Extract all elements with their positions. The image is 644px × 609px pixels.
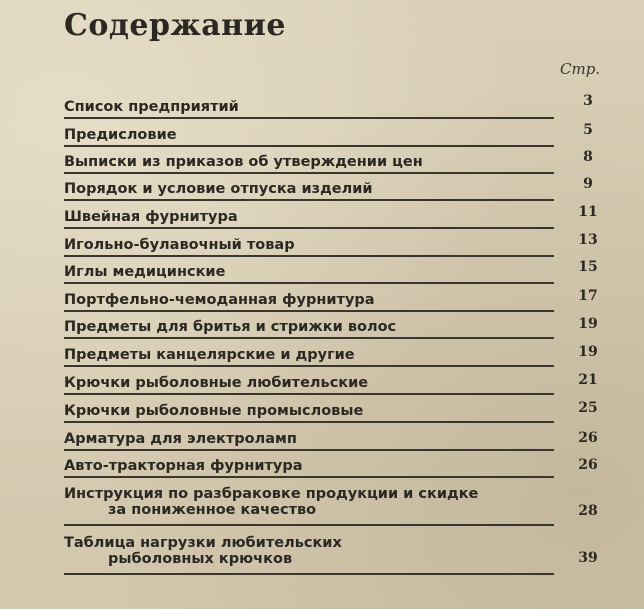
toc-entry-text: Список предприятий [64, 99, 239, 115]
toc-rule [64, 449, 554, 451]
toc-rule [64, 117, 554, 119]
toc-entry [64, 204, 604, 225]
toc-page-number: 19 [578, 344, 598, 360]
toc-entry [64, 316, 604, 335]
toc-rule [64, 476, 554, 478]
toc-entry [64, 458, 604, 474]
toc-page-number: 5 [583, 122, 593, 138]
toc-rule [64, 145, 554, 147]
toc-page-number: 19 [578, 316, 598, 332]
toc-entry [64, 122, 604, 143]
toc-rule [64, 365, 554, 367]
page-title: Содержание [64, 8, 286, 43]
toc-page-number: 17 [578, 288, 598, 304]
toc-rule [64, 310, 554, 312]
toc-rule [64, 524, 554, 526]
toc-page-number: 9 [583, 176, 593, 192]
toc-entry-text: Иглы медицинские [64, 264, 226, 280]
toc-entry-text: Арматура для электроламп [64, 431, 297, 447]
toc-rule [64, 282, 554, 284]
toc-rule [64, 199, 554, 201]
toc-entry-text: Игольно-булавочный товар [64, 237, 295, 253]
toc-entry [64, 400, 604, 419]
toc-entry-text: Предисловие [64, 127, 177, 143]
toc-entry-text-continuation: рыболовных крючков [108, 551, 293, 567]
toc-entry [64, 288, 604, 308]
toc-page-number: 26 [578, 457, 598, 473]
toc-rule [64, 255, 554, 257]
toc-entry-text: Инструкция по разбраковке продукции и скидке [64, 486, 479, 502]
toc-entry-text: Предметы для бритья и стрижки волос [64, 319, 397, 335]
toc-rule [64, 337, 554, 339]
toc-page-number: 21 [578, 372, 598, 388]
toc-entry [64, 535, 604, 567]
toc-entry-text: Портфельно-чемоданная фурнитура [64, 292, 375, 308]
toc-entry-text: Авто-тракторная фурнитура [64, 458, 303, 474]
toc-page-number: 39 [578, 550, 598, 566]
toc-entry [64, 344, 604, 363]
toc-rule [64, 172, 554, 174]
toc-entry [64, 259, 604, 280]
toc-entry-text: Таблица нагрузки любительских [64, 535, 342, 551]
toc-page-number: 25 [578, 400, 598, 416]
toc-entry [64, 232, 604, 253]
toc-page-number: 26 [578, 430, 598, 446]
toc-page-number: 13 [578, 232, 598, 248]
toc-page-number: 11 [578, 204, 598, 220]
toc-entry [64, 486, 604, 518]
toc-entry [64, 149, 604, 170]
toc-rule [64, 227, 554, 229]
toc-page-number: 28 [578, 503, 598, 519]
toc-entry-text: Крючки рыболовные любительские [64, 375, 369, 391]
toc-rule [64, 421, 554, 423]
toc-rule [64, 573, 554, 575]
toc-rule [64, 393, 554, 395]
toc-entry-text: Швейная фурнитура [64, 209, 238, 225]
page-column-label: Стр. [560, 60, 601, 78]
toc-entry-text: Предметы канцелярские и другие [64, 347, 355, 363]
toc-page-number: 3 [583, 93, 593, 109]
toc-entry-text: Выписки из приказов об утверждении цен [64, 154, 423, 170]
toc-page-number: 8 [583, 149, 593, 165]
toc-entry [64, 431, 604, 447]
toc-entry [64, 93, 604, 115]
toc-entry [64, 372, 604, 391]
toc-entry [64, 176, 604, 197]
toc-entry-text: Крючки рыболовные промысловые [64, 403, 364, 419]
toc-entry-text: Порядок и условие отпуска изделий [64, 181, 373, 197]
toc-page-number: 15 [578, 259, 598, 275]
toc-entry-text-continuation: за пониженное качество [108, 502, 317, 518]
